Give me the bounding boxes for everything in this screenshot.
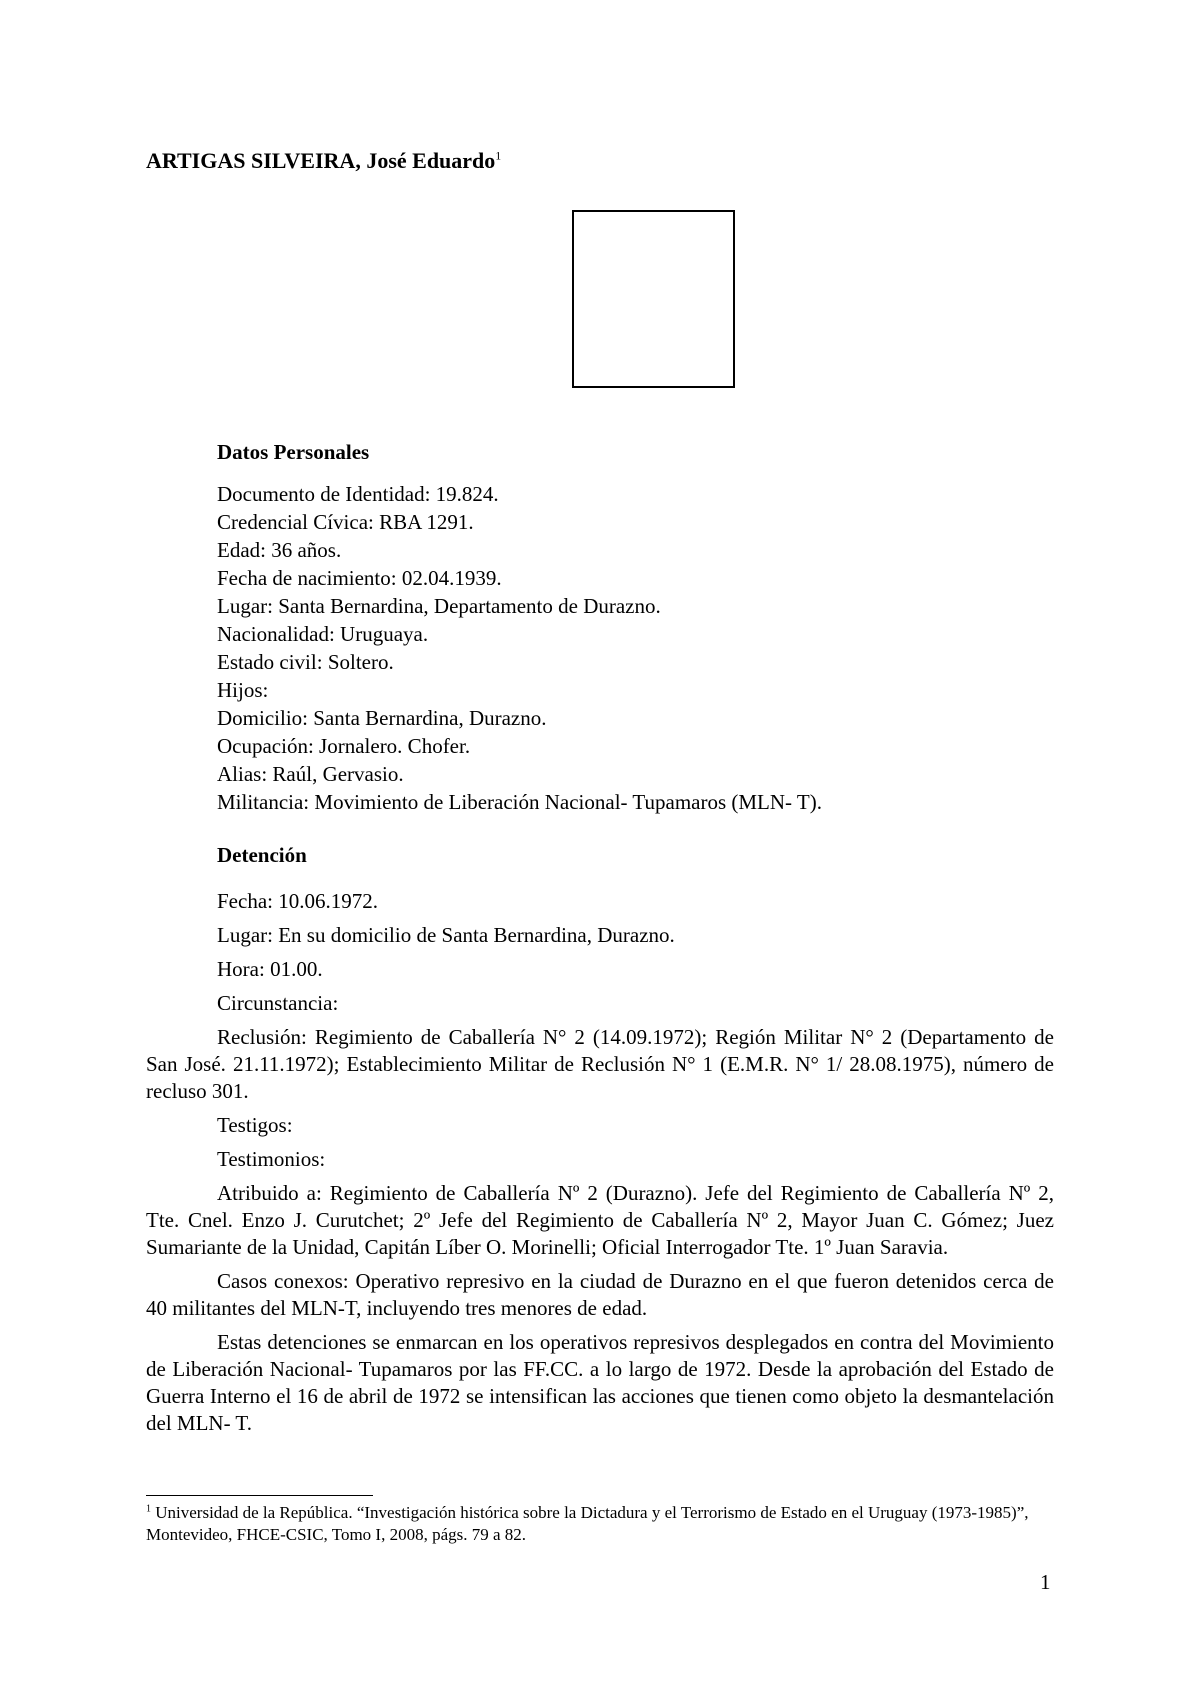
page-title-text: ARTIGAS SILVEIRA, José Eduardo bbox=[146, 148, 496, 173]
footnote-number: 1 bbox=[146, 1503, 151, 1515]
detention-paragraph: Circunstancia: bbox=[217, 991, 339, 1015]
detention-paragraph: Testimonios: bbox=[217, 1147, 326, 1171]
footnote-text: Universidad de la República. “Investigación histórica sobre la Dictadura y el Terrorismo de Estado en el Uruguay (1973-1985)”, Montevideo, FHCE-CSIC, Tomo I, 2008, págs. 79 a 82. bbox=[146, 1503, 1029, 1544]
list-item: Documento de Identidad: 19.824. bbox=[217, 482, 499, 506]
footnote bbox=[146, 1502, 1054, 1546]
list-item: Lugar: Santa Bernardina, Departamento de Durazno. bbox=[217, 594, 661, 618]
personal-data-list bbox=[217, 480, 822, 816]
personal-data-heading: Datos Personales bbox=[217, 440, 370, 464]
list-item: Ocupación: Jornalero. Chofer. bbox=[217, 734, 471, 758]
list-item: Credencial Cívica: RBA 1291. bbox=[217, 510, 474, 534]
detention-paragraph: Atribuido a: Regimiento de Caballería Nº 2 (Durazno). Jefe del Regimiento de Caballería Nº 2, Tte. Cnel. Enzo J. Curutchet; 2º Jefe del Regimiento de Caballería Nº 2, Mayor Juan C. Gómez; Juez Sumariante de la Unidad, Capitán Líber O. Morinelli; Oficial Interrogador Tte. 1º Juan Saravia. bbox=[146, 1181, 1054, 1259]
detention-paragraph: Hora: 01.00. bbox=[217, 957, 323, 981]
detention-paragraph: Lugar: En su domicilio de Santa Bernardina, Durazno. bbox=[217, 923, 675, 947]
page-title bbox=[146, 148, 501, 174]
footnote-reference[interactable]: 1 bbox=[495, 148, 502, 163]
page-number: 1 bbox=[1040, 1570, 1051, 1594]
list-item: Militancia: Movimiento de Liberación Nacional- Tupamaros (MLN- T). bbox=[217, 790, 822, 814]
detention-paragraph: Casos conexos: Operativo represivo en la ciudad de Durazno en el que fueron detenidos cerca de 40 militantes del MLN-T, incluyendo tres menores de edad. bbox=[146, 1269, 1054, 1320]
list-item: Edad: 36 años. bbox=[217, 538, 342, 562]
detention-paragraph: Testigos: bbox=[217, 1113, 293, 1137]
detention-paragraph: Reclusión: Regimiento de Caballería N° 2 (14.09.1972); Región Militar N° 2 (Departamento de San José. 21.11.1972); Establecimiento Militar de Reclusión N° 1 (E.M.R. N° 1/ 28.08.1975), número de recluso 301. bbox=[146, 1025, 1054, 1103]
detention-paragraph: Estas detenciones se enmarcan en los operativos represivos desplegados en contra del Movimiento de Liberación Nacional- Tupamaros por las FF.CC. a lo largo de 1972. Desde la aprobación del Estado de Guerra Interno el 16 de abril de 1972 se intensifican las acciones que tienen como objeto la desmantelación del MLN- T. bbox=[146, 1330, 1054, 1435]
list-item: Fecha de nacimiento: 02.04.1939. bbox=[217, 566, 502, 590]
list-item: Estado civil: Soltero. bbox=[217, 650, 394, 674]
list-item: Hijos: bbox=[217, 678, 269, 702]
list-item: Alias: Raúl, Gervasio. bbox=[217, 762, 404, 786]
photo-placeholder bbox=[572, 210, 735, 388]
detention-heading: Detención bbox=[217, 843, 307, 867]
detention-section bbox=[146, 888, 1054, 1444]
list-item: Domicilio: Santa Bernardina, Durazno. bbox=[217, 706, 547, 730]
footnote-divider bbox=[146, 1495, 373, 1496]
detention-paragraph: Fecha: 10.06.1972. bbox=[217, 889, 378, 913]
list-item: Nacionalidad: Uruguaya. bbox=[217, 622, 429, 646]
